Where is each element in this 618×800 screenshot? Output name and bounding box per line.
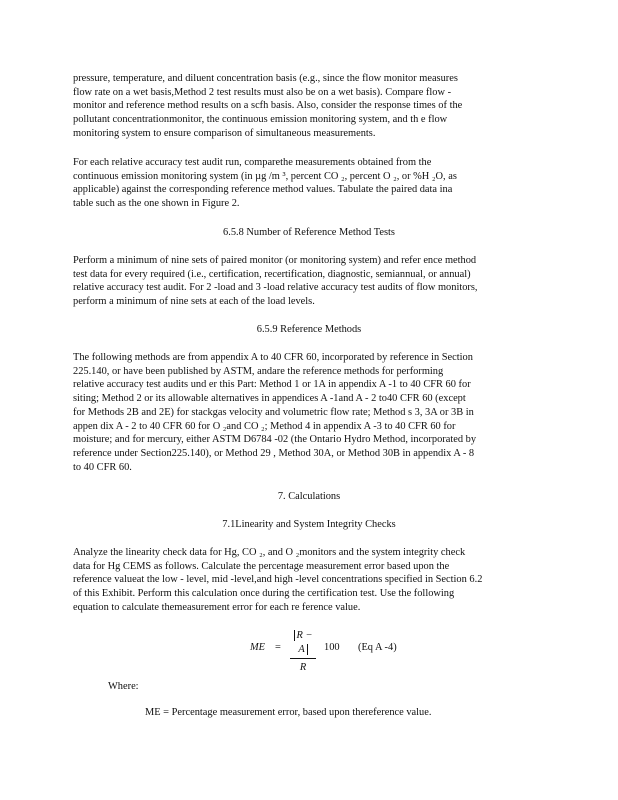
text-line: test data for every required (i.e., certification, recertification, diagnostic, semiannual, or annual)	[73, 268, 471, 280]
text-line: appen dix A - 2 to 40 CFR 60 for O ₂and CO ₂; Method 4 in appendix A -3 to 40 CFR 60 for	[73, 420, 456, 432]
measurement-error-equation	[250, 629, 410, 674]
paragraph-accuracy-audit	[73, 156, 539, 211]
equation-multiplier: 100	[324, 642, 340, 653]
equation-lhs: ME	[250, 642, 266, 653]
paragraph-reference-tests	[73, 254, 539, 309]
equation-label: (Eq A -4)	[358, 642, 397, 653]
variable-definition-me: ME = Percentage measurement error, based upon thereference value.	[145, 707, 432, 718]
text-line: for Methods 2B and 2E) for stackgas velocity and volumetric flow rate; Method s 3, 3A or 3B in	[73, 406, 474, 418]
text-line: Analyze the linearity check data for Hg, CO ₂, and O ₂monitors and the system integrity check	[73, 547, 466, 558]
text-line: relative accuracy test audits und er this Part: Method 1 or 1A in appendix A -1 to 40 CFR 60 for	[73, 379, 471, 391]
equation-equals: =	[275, 642, 281, 653]
text-line: siting; Method 2 or its allowable alternatives in appendices A -1and A - 2 to40 CFR 60 (except	[73, 393, 466, 405]
text-line: The following methods are from appendix A to 40 CFR 60, incorporated by reference in Section	[73, 352, 473, 363]
text-line: equation to calculate themeasurement error for each re ference value.	[73, 601, 361, 613]
text-line: continuous emission monitoring system (in µg /m ³, percent CO ₂, percent O ₂, or %H ₂O, as	[73, 170, 457, 182]
section-heading-6-5-8: 6.5.8 Number of Reference Method Tests	[223, 227, 395, 238]
text-line: pollutant concentrationmonitor, the continuous emission monitoring system, and th e flow	[73, 114, 448, 126]
text-line: monitoring system to ensure comparison of simultaneous measurements.	[73, 127, 376, 139]
section-heading-6-5-9: 6.5.9 Reference Methods	[256, 324, 362, 335]
text-line: perform a minimum of nine sets at each of the load levels.	[73, 296, 315, 308]
equation-fraction	[290, 629, 316, 675]
text-line: relative accuracy test audit. For 2 -load and 3 -load relative accuracy test audits of flow monitors,	[73, 282, 478, 294]
equation-numerator	[290, 629, 316, 656]
absolute-value-bars: R − A	[294, 630, 313, 655]
text-line: 225.140, or have been published by ASTM, andare the reference methods for performing	[73, 365, 444, 377]
text-line: For each relative accuracy test audit run, comparethe measurements obtained from the	[73, 157, 432, 168]
equation-denominator: R	[299, 662, 307, 674]
where-label: Where:	[108, 681, 139, 692]
text-line: monitor and reference method results on a scfh basis. Also, consider the response times of the	[73, 100, 463, 112]
text-line: moisture; and for mercury, either ASTM D6784 -02 (the Ontario Hydro Method, incorporated by	[73, 434, 477, 446]
text-line: to 40 CFR 60.	[73, 461, 132, 473]
text-line: flow rate on a wet basis,Method 2 test results must also be on a wet basis). Compare flow -	[73, 86, 452, 98]
fraction-line	[290, 658, 316, 659]
text-line: applicable) against the corresponding reference method values. Tabulate the paired data ina	[73, 184, 453, 196]
section-heading-7: 7. Calculations	[277, 491, 341, 502]
text-line: data for Hg CEMS as follows. Calculate the percentage measurement error based upon the	[73, 560, 450, 572]
paragraph-reference-methods	[73, 351, 539, 474]
text-line: table such as the one shown in Figure 2.	[73, 198, 240, 210]
text-line: of this Exhibit. Perform this calculation once during the certification test. Use the following	[73, 588, 455, 600]
text-line: Perform a minimum of nine sets of paired monitor (or monitoring system) and refer ence method	[73, 255, 477, 266]
section-heading-7-1: 7.1Linearity and System Integrity Checks	[222, 519, 396, 530]
paragraph-linearity-checks	[73, 546, 539, 615]
text-line: reference valueat the low - level, mid -level,and high -level concentrations specified in Section 6.2	[73, 574, 483, 586]
text-line: pressure, temperature, and diluent concentration basis (e.g., since the flow monitor measures	[73, 73, 458, 84]
text-line: reference under Section225.140), or Method 29 , Method 30A, or Method 30B in appendix A - 8	[73, 447, 475, 459]
paragraph-flow-basis	[73, 72, 539, 141]
